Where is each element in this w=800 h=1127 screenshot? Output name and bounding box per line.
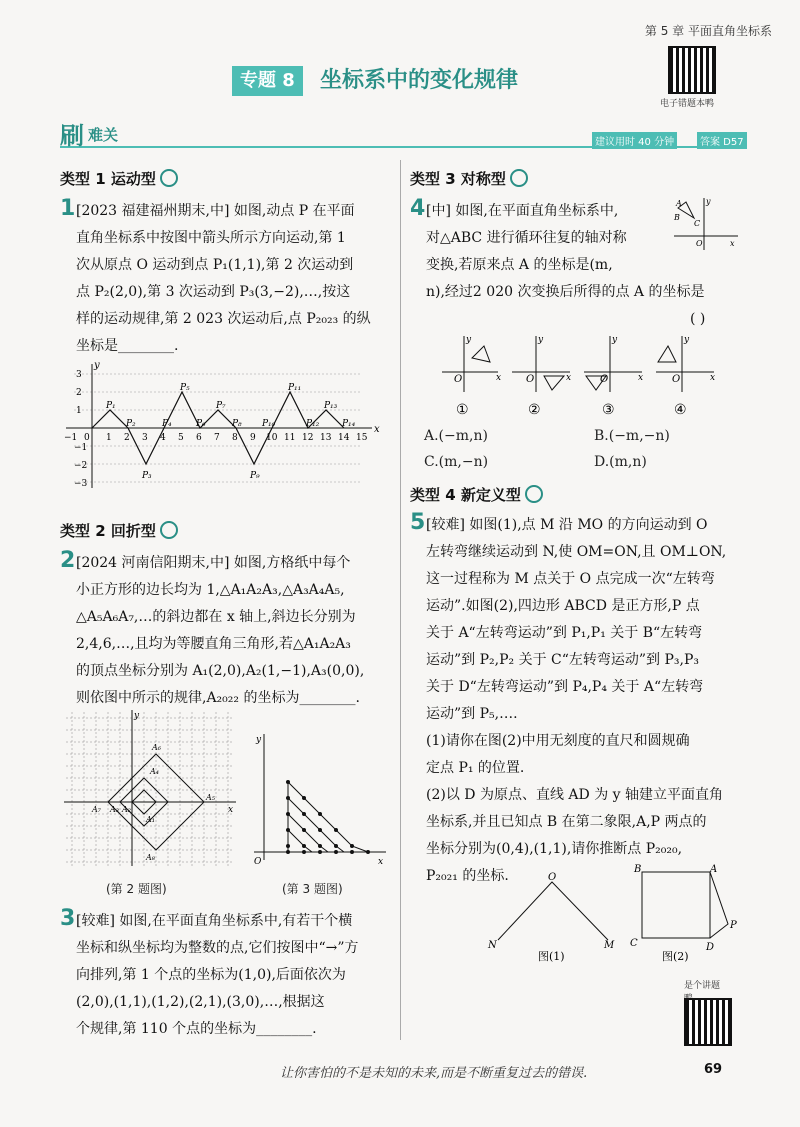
svg-text:A₆: A₆: [152, 743, 161, 752]
svg-text:15: 15: [356, 433, 368, 443]
svg-text:10: 10: [266, 433, 278, 443]
chapter-number: 第 5 章: [644, 24, 685, 38]
svg-text:B: B: [634, 864, 642, 875]
svg-text:D: D: [706, 942, 715, 953]
circle-label-1: ①: [456, 402, 469, 418]
svg-text:O: O: [526, 374, 535, 385]
svg-text:3: 3: [76, 370, 82, 380]
figure-3-caption: (第 3 题图): [282, 882, 343, 896]
type-heading-1: 类型 1 运动型: [60, 168, 178, 189]
x-axis-label: x: [374, 424, 380, 435]
svg-text:2: 2: [76, 388, 82, 398]
svg-text:−2: −2: [74, 461, 88, 471]
svg-text:13: 13: [320, 433, 332, 443]
svg-text:C: C: [630, 938, 638, 949]
svg-text:A₃: A₃: [110, 805, 119, 814]
svg-text:A: A: [676, 199, 682, 208]
question-4-answer-parentheses[interactable]: ( ): [690, 311, 706, 327]
svg-text:P₇: P₇: [216, 401, 226, 411]
question-5-number: 5: [410, 510, 426, 535]
question-4-number: 4: [410, 196, 426, 221]
svg-text:P₂: P₂: [126, 419, 136, 429]
svg-text:O: O: [696, 239, 703, 248]
svg-text:O: O: [548, 872, 557, 883]
svg-text:1: 1: [76, 406, 82, 416]
svg-text:P₈: P₈: [232, 419, 242, 429]
question-4-text: [中] 如图,在平面直角坐标系中, 对△ABC 进行循环往复的轴对称 变换,若原来点 A 的坐标是(m, n),经过2 020 次变换后所得的点 A 的坐标是: [426, 203, 705, 300]
type-heading-2: 类型 2 回折型: [60, 520, 178, 541]
figure-2-label: 图(2): [662, 950, 689, 963]
svg-text:y: y: [684, 335, 690, 345]
svg-text:4: 4: [160, 433, 166, 443]
svg-text:7: 7: [214, 433, 220, 443]
circle-label-2: ②: [528, 402, 541, 418]
question-1-graph: [62, 360, 382, 492]
svg-text:1: 1: [106, 433, 112, 443]
svg-text:M: M: [604, 940, 615, 951]
svg-text:0: 0: [84, 433, 90, 443]
topic-number-box: 专题 8: [232, 66, 303, 96]
figure-2-caption: (第 2 题图): [106, 882, 167, 896]
svg-text:A₂: A₂: [122, 805, 131, 814]
svg-text:P₁₄: P₁₄: [342, 419, 356, 429]
svg-text:x: x: [496, 373, 502, 383]
footer-quote: 让你害怕的不是未知的未来,而是不断重复过去的错误.: [280, 1066, 588, 1081]
y-axis-label: y: [94, 360, 100, 371]
svg-text:−3: −3: [74, 479, 88, 489]
svg-text:−1: −1: [74, 443, 88, 453]
svg-text:O: O: [454, 374, 463, 385]
svg-text:P₁₃: P₁₃: [324, 401, 338, 411]
circle-label-4: ④: [674, 402, 687, 418]
svg-text:x: x: [638, 373, 644, 383]
option-a[interactable]: A.(−m,n): [424, 428, 488, 444]
figure-1-label: 图(1): [538, 950, 565, 963]
svg-text:x: x: [710, 373, 716, 383]
svg-text:6: 6: [196, 433, 202, 443]
question-5-figure-2: [626, 860, 756, 964]
svg-text:P₅: P₅: [180, 383, 190, 393]
question-1-text: [2023 福建福州期末,中] 如图,动点 P 在平面 直角坐标系中按图中箭头所示方向运动,第 1 次从原点 O 运动到点 P₁(1,1),第 2 次运动到 点 P₂(2,0),第 3 次运动到 P₃(3,−2),…,按这 样的运动规律,第 2 023 次运动后,点 P₂₀₂₃ 的纵 坐标是________.: [76, 203, 371, 354]
svg-text:P₁: P₁: [106, 401, 116, 411]
svg-text:A₇: A₇: [92, 805, 101, 814]
section-shua: 刷: [60, 122, 84, 150]
qr-code-bottom[interactable]: [684, 998, 732, 1046]
question-4-triangle-figure: [672, 196, 742, 252]
svg-text:y: y: [538, 335, 544, 345]
question-4-options-figures: [440, 332, 740, 418]
svg-text:P₆: P₆: [196, 419, 206, 429]
svg-text:P₄: P₄: [162, 419, 172, 429]
section-nan: 难关: [88, 126, 119, 144]
svg-text:x: x: [228, 805, 234, 815]
svg-text:A₅: A₅: [206, 793, 215, 802]
svg-text:P: P: [730, 920, 737, 931]
question-5-figure-1: [484, 868, 624, 964]
svg-text:N: N: [488, 940, 497, 951]
page-number: 69: [704, 1062, 723, 1077]
question-1-number: 1: [60, 196, 76, 221]
chapter-header: [645, 22, 772, 39]
svg-text:5: 5: [178, 433, 184, 443]
svg-text:x: x: [730, 239, 735, 248]
type-heading-4: 类型 4 新定义型: [410, 484, 543, 505]
svg-text:y: y: [466, 335, 472, 345]
svg-text:A: A: [710, 864, 718, 875]
svg-text:A₁: A₁: [146, 815, 155, 824]
svg-text:14: 14: [338, 433, 350, 443]
circle-label-3: ③: [602, 402, 615, 418]
option-b[interactable]: B.(−m,−n): [594, 428, 670, 444]
svg-text:A₄: A₄: [150, 767, 159, 776]
target-icon: [510, 169, 528, 187]
svg-text:P₃: P₃: [142, 471, 152, 481]
svg-text:x: x: [378, 857, 384, 867]
svg-text:2: 2: [124, 433, 130, 443]
question-2-text: [2024 河南信阳期末,中] 如图,方格纸中每个 小正方形的边长均为 1,△A₁A₂A₃,△A₃A₄A₅, △A₅A₆A₇,…的斜边都在 x 轴上,斜边长分别为 2,4,6,…,且均为等腰直角三角形,若△A₁A₂A₃ 的顶点坐标分别为 A₁(2,0),A₂(1,−1),A₃(0,0), 则依图中所示的规律,A₂₀₂₂ 的坐标为________.: [76, 555, 365, 706]
svg-text:O: O: [600, 374, 609, 385]
svg-text:9: 9: [250, 433, 256, 443]
svg-text:11: 11: [284, 433, 296, 443]
svg-text:y: y: [256, 735, 262, 745]
question-3-number: 3: [60, 906, 76, 931]
target-icon: [160, 169, 178, 187]
question-2-grid-figure: [62, 708, 238, 868]
svg-text:−1: −1: [64, 433, 78, 443]
option-d[interactable]: D.(m,n): [594, 454, 647, 470]
svg-text:y: y: [706, 197, 711, 206]
question-2-number: 2: [60, 548, 76, 573]
question-5-text: [较难] 如图(1),点 M 沿 MO 的方向运动到 O 左转弯继续运动到 N,使 OM=ON,且 OM⊥ON, 这一过程称为 M 点关于 O 点完成一次“左转弯 运动”.如图(2),四边形 ABCD 是正方形,P 点 关于 A“左转弯运动”到 P₁,P₁ 关于 B“左转弯 运动”到 P₂,P₂ 关于 C“左转弯运动”到 P₃,P₃ 关于 D“左转弯运动”到 P₄,P₄ 关于 A“左转弯 运动”到 P₅,…. (1)请你在图(2)中用无刻度的直尺和圆规确 定点 P₁ 的位置. (2)以 D 为原点、直线 AD 为 y 轴建立平面直角 坐标系,并且已知点 B 在第二象限,A,P 两点的 坐标分别为(0,4),(1,1),请你推断点 P₂₀₂₀, P₂₀₂₁ 的坐标.: [426, 517, 727, 884]
qr-code-top[interactable]: [668, 46, 716, 94]
qr-bottom-label: 是个讲题: [684, 981, 721, 991]
svg-text:12: 12: [302, 433, 314, 443]
svg-text:O: O: [254, 857, 262, 867]
svg-text:y: y: [134, 711, 140, 721]
svg-text:B: B: [674, 213, 680, 222]
svg-text:O: O: [672, 374, 681, 385]
topic-title: 坐标系中的变化规律: [320, 68, 519, 93]
answer-tag: 答案 D57: [697, 132, 747, 149]
svg-text:P₁₂: P₁₂: [306, 419, 320, 429]
type-heading-3: 类型 3 对称型: [410, 168, 528, 189]
target-icon: [525, 485, 543, 503]
chapter-title: 平面直角坐标系: [687, 24, 772, 38]
question-3-text: [较难] 如图,在平面直角坐标系中,有若干个横 坐标和纵坐标均为整数的点,它们按图中“→”方 向排列,第 1 个点的坐标为(1,0),后面依次为 (2,0),(1,1),(1,2),(2,1),(3,0),…,根据这 个规律,第 110 个点的坐标为________.: [76, 913, 359, 1037]
question-3-dot-figure: [250, 730, 390, 868]
svg-text:P₁₁: P₁₁: [288, 383, 302, 393]
svg-text:3: 3: [142, 433, 148, 443]
time-tag: 建议用时 40 分钟: [592, 132, 677, 149]
svg-text:P₉: P₉: [250, 471, 260, 481]
svg-text:A₈: A₈: [146, 853, 155, 862]
svg-text:x: x: [566, 373, 572, 383]
svg-text:C: C: [694, 219, 701, 228]
target-icon: [160, 521, 178, 539]
svg-text:P₁₀: P₁₀: [262, 419, 276, 429]
column-divider: [400, 160, 401, 1040]
svg-text:y: y: [612, 335, 618, 345]
qr-top-label: 电子错题本鸭: [660, 99, 715, 109]
svg-text:8: 8: [232, 433, 238, 443]
option-c[interactable]: C.(m,−n): [424, 454, 489, 470]
